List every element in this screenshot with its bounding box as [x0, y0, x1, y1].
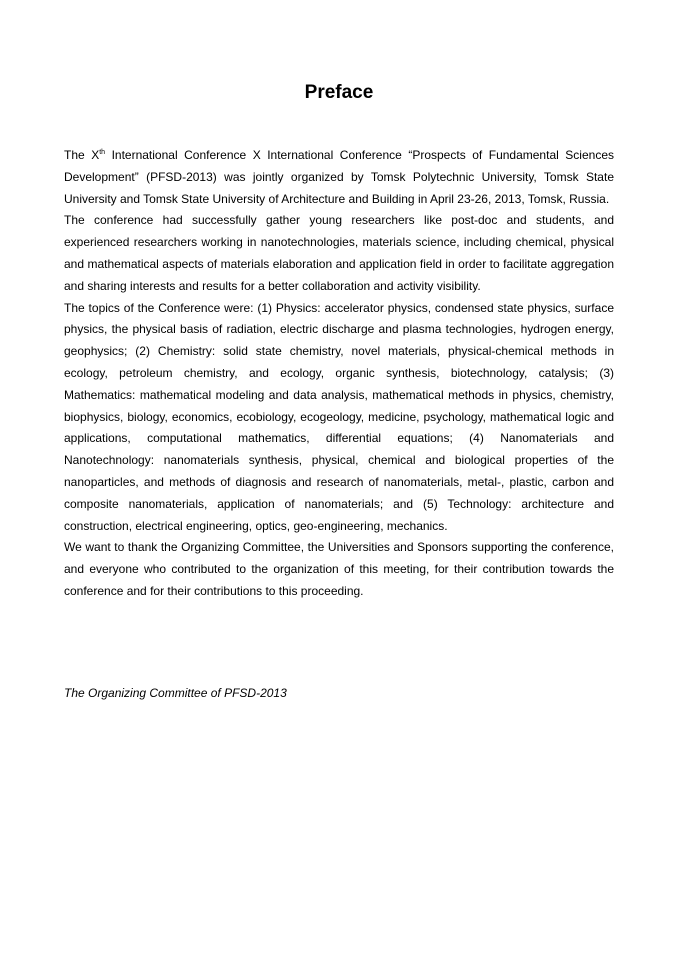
page-title: Preface — [304, 82, 374, 103]
participants-paragraph: The conference had successfully gather young researchers like post-doc and students, and experienced researchers working in nanotechnologies, materials science, including chemical, physical and mathematical aspects of materials elaboration and application field in order to facilitate aggregation and sharing interests and results for a better collaboration and activity visibility. — [64, 213, 614, 293]
ordinal-superscript: th — [99, 149, 106, 156]
intro-text-rest: International Conference X International Conference “Prospects of Fundamental Sciences Development” (PFSD-2013) was jointly organized by Tomsk Polytechnic University, Tomsk State University and Tomsk State University of Architecture and Building in April 23-26, 2013, Tomsk, Russia. — [64, 148, 614, 206]
preface-body — [64, 145, 614, 603]
intro-text-start: The X — [64, 148, 100, 162]
signature-line: The Organizing Committee of PFSD-2013 — [64, 686, 287, 700]
topics-paragraph: The topics of the Conference were: (1) Physics: accelerator physics, condensed state physics, surface physics, the physical basis of radiation, electric discharge and plasma technologies, hydrogen energy, geophysics; (2) Chemistry: solid state chemistry, novel materials, physical-chemical methods in ecology, petroleum chemistry, and ecology, organic synthesis, biotechnology, catalysis; (3) Mathematics: mathematical modeling and data analysis, mathematical methods in physics, chemistry, biophysics, biology, economics, ecobiology, ecogeology, medicine, psychology, mathematical logic and applications, computational mathematics, differential equations; (4) Nanomaterials and Nanotechnology: nanomaterials synthesis, physical, chemical and biological properties of the nanoparticles, and methods of diagnosis and research of nanomaterials, metal-, plastic, carbon and composite nanomaterials, application of nanomaterials; and (5) Technology: architecture and construction, electrical engineering, optics, geo-engineering, mechanics. — [64, 300, 614, 533]
thanks-paragraph: We want to thank the Organizing Committee, the Universities and Sponsors supporting the conference, and everyone who contributed to the organization of this meeting, for their contribution towards the conference and for their contributions to this proceeding. — [64, 540, 614, 598]
intro-paragraph — [64, 145, 614, 210]
